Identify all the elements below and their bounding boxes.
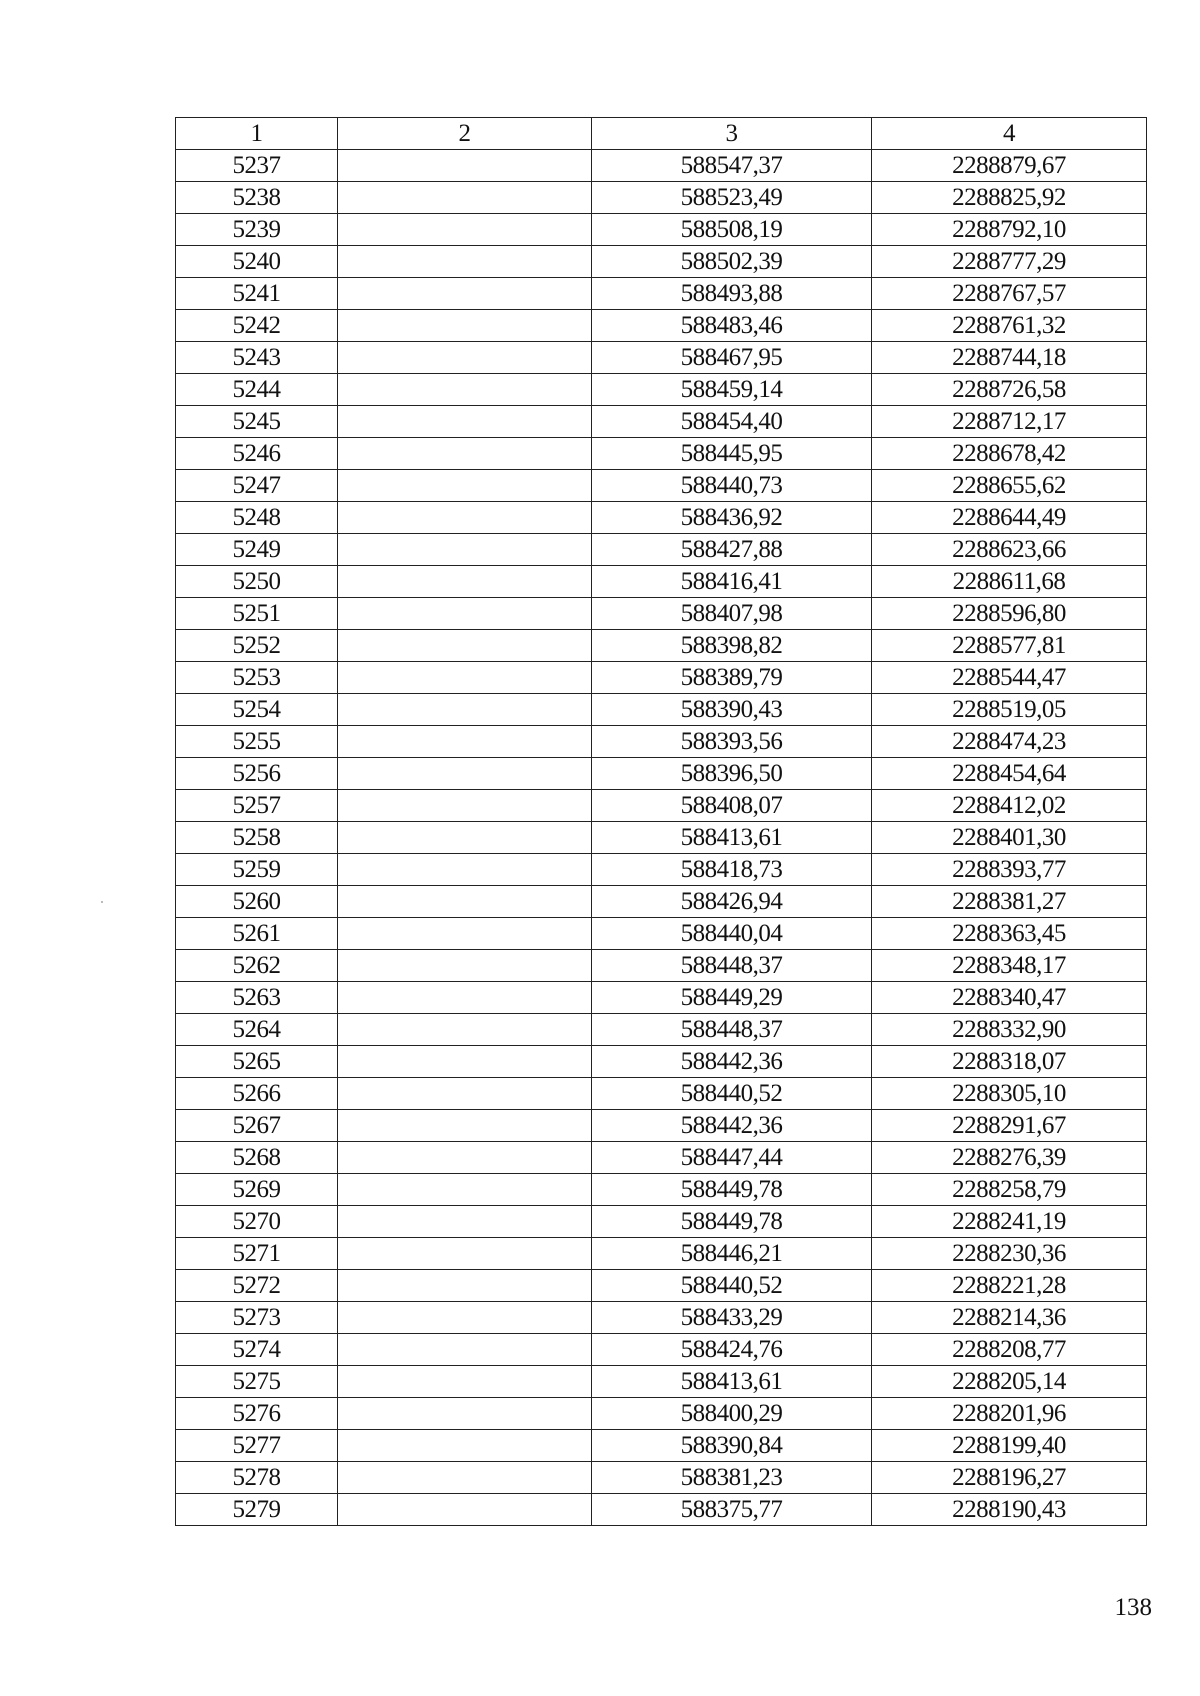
x-coordinate-cell: 588433,29 — [592, 1302, 872, 1334]
table-row — [176, 1494, 1147, 1526]
x-coordinate-cell: 588389,79 — [592, 662, 872, 694]
x-coordinate-cell: 588440,73 — [592, 470, 872, 502]
table-row — [176, 1206, 1147, 1238]
y-coordinate-cell: 2288208,77 — [872, 1334, 1147, 1366]
y-coordinate-cell: 2288214,36 — [872, 1302, 1147, 1334]
table-header — [176, 118, 1147, 150]
y-coordinate-cell: 2288381,27 — [872, 886, 1147, 918]
y-coordinate-cell: 2288678,42 — [872, 438, 1147, 470]
table-row — [176, 214, 1147, 246]
y-coordinate-cell: 2288792,10 — [872, 214, 1147, 246]
table-row — [176, 406, 1147, 438]
x-coordinate-cell: 588446,21 — [592, 1238, 872, 1270]
point-number-cell: 5268 — [176, 1142, 338, 1174]
y-coordinate-cell: 2288412,02 — [872, 790, 1147, 822]
x-coordinate-cell: 588447,44 — [592, 1142, 872, 1174]
x-coordinate-cell: 588418,73 — [592, 854, 872, 886]
column-2-cell — [338, 1398, 592, 1430]
point-number-cell: 5257 — [176, 790, 338, 822]
page-number: 138 — [1114, 1594, 1152, 1621]
point-number-cell: 5247 — [176, 470, 338, 502]
table-row — [176, 918, 1147, 950]
x-coordinate-cell: 588407,98 — [592, 598, 872, 630]
y-coordinate-cell: 2288305,10 — [872, 1078, 1147, 1110]
point-number-cell: 5274 — [176, 1334, 338, 1366]
column-2-cell — [338, 1046, 592, 1078]
x-coordinate-cell: 588390,84 — [592, 1430, 872, 1462]
y-coordinate-cell: 2288199,40 — [872, 1430, 1147, 1462]
table-row — [176, 1174, 1147, 1206]
y-coordinate-cell: 2288623,66 — [872, 534, 1147, 566]
x-coordinate-cell: 588381,23 — [592, 1462, 872, 1494]
table-row — [176, 1110, 1147, 1142]
column-2-cell — [338, 150, 592, 182]
column-2-cell — [338, 694, 592, 726]
y-coordinate-cell: 2288655,62 — [872, 470, 1147, 502]
table-row — [176, 246, 1147, 278]
point-number-cell: 5237 — [176, 150, 338, 182]
y-coordinate-cell: 2288726,58 — [872, 374, 1147, 406]
y-coordinate-cell: 2288761,32 — [872, 310, 1147, 342]
y-coordinate-cell: 2288241,19 — [872, 1206, 1147, 1238]
column-2-cell — [338, 278, 592, 310]
column-2-cell — [338, 918, 592, 950]
point-number-cell: 5270 — [176, 1206, 338, 1238]
table-row — [176, 1046, 1147, 1078]
table-row — [176, 310, 1147, 342]
column-header-2: 2 — [338, 118, 592, 150]
table-row — [176, 1270, 1147, 1302]
point-number-cell: 5278 — [176, 1462, 338, 1494]
column-header-1: 1 — [176, 118, 338, 150]
column-2-cell — [338, 374, 592, 406]
table-row — [176, 598, 1147, 630]
column-2-cell — [338, 566, 592, 598]
x-coordinate-cell: 588502,39 — [592, 246, 872, 278]
point-number-cell: 5246 — [176, 438, 338, 470]
table-row — [176, 854, 1147, 886]
table-row — [176, 1366, 1147, 1398]
point-number-cell: 5263 — [176, 982, 338, 1014]
y-coordinate-cell: 2288454,64 — [872, 758, 1147, 790]
y-coordinate-cell: 2288401,30 — [872, 822, 1147, 854]
column-2-cell — [338, 1206, 592, 1238]
y-coordinate-cell: 2288577,81 — [872, 630, 1147, 662]
point-number-cell: 5254 — [176, 694, 338, 726]
table-row — [176, 1398, 1147, 1430]
column-2-cell — [338, 790, 592, 822]
y-coordinate-cell: 2288596,80 — [872, 598, 1147, 630]
y-coordinate-cell: 2288363,45 — [872, 918, 1147, 950]
y-coordinate-cell: 2288276,39 — [872, 1142, 1147, 1174]
point-number-cell: 5276 — [176, 1398, 338, 1430]
point-number-cell: 5272 — [176, 1270, 338, 1302]
point-number-cell: 5262 — [176, 950, 338, 982]
point-number-cell: 5256 — [176, 758, 338, 790]
y-coordinate-cell: 2288644,49 — [872, 502, 1147, 534]
column-2-cell — [338, 1238, 592, 1270]
point-number-cell: 5252 — [176, 630, 338, 662]
column-2-cell — [338, 342, 592, 374]
column-2-cell — [338, 822, 592, 854]
table-row — [176, 662, 1147, 694]
x-coordinate-cell: 588454,40 — [592, 406, 872, 438]
y-coordinate-cell: 2288474,23 — [872, 726, 1147, 758]
table-row — [176, 534, 1147, 566]
column-2-cell — [338, 1494, 592, 1526]
y-coordinate-cell: 2288393,77 — [872, 854, 1147, 886]
y-coordinate-cell: 2288777,29 — [872, 246, 1147, 278]
point-number-cell: 5261 — [176, 918, 338, 950]
x-coordinate-cell: 588413,61 — [592, 822, 872, 854]
point-number-cell: 5259 — [176, 854, 338, 886]
point-number-cell: 5251 — [176, 598, 338, 630]
x-coordinate-cell: 588508,19 — [592, 214, 872, 246]
x-coordinate-cell: 588413,61 — [592, 1366, 872, 1398]
column-2-cell — [338, 630, 592, 662]
point-number-cell: 5241 — [176, 278, 338, 310]
column-2-cell — [338, 1366, 592, 1398]
scan-speck — [101, 901, 103, 903]
column-2-cell — [338, 310, 592, 342]
column-2-cell — [338, 470, 592, 502]
table-row — [176, 1238, 1147, 1270]
x-coordinate-cell: 588398,82 — [592, 630, 872, 662]
x-coordinate-cell: 588440,52 — [592, 1078, 872, 1110]
column-2-cell — [338, 726, 592, 758]
x-coordinate-cell: 588427,88 — [592, 534, 872, 566]
point-number-cell: 5244 — [176, 374, 338, 406]
point-number-cell: 5275 — [176, 1366, 338, 1398]
point-number-cell: 5273 — [176, 1302, 338, 1334]
point-number-cell: 5264 — [176, 1014, 338, 1046]
table-row — [176, 950, 1147, 982]
x-coordinate-cell: 588393,56 — [592, 726, 872, 758]
table-row — [176, 790, 1147, 822]
column-2-cell — [338, 598, 592, 630]
column-2-cell — [338, 1014, 592, 1046]
column-2-cell — [338, 1110, 592, 1142]
y-coordinate-cell: 2288348,17 — [872, 950, 1147, 982]
x-coordinate-cell: 588523,49 — [592, 182, 872, 214]
y-coordinate-cell: 2288258,79 — [872, 1174, 1147, 1206]
y-coordinate-cell: 2288318,07 — [872, 1046, 1147, 1078]
column-2-cell — [338, 534, 592, 566]
table-row — [176, 1462, 1147, 1494]
y-coordinate-cell: 2288201,96 — [872, 1398, 1147, 1430]
column-2-cell — [338, 662, 592, 694]
table-row — [176, 470, 1147, 502]
table-row — [176, 1302, 1147, 1334]
column-2-cell — [338, 406, 592, 438]
column-2-cell — [338, 246, 592, 278]
column-2-cell — [338, 982, 592, 1014]
table-row — [176, 1142, 1147, 1174]
x-coordinate-cell: 588442,36 — [592, 1110, 872, 1142]
column-header-4: 4 — [872, 118, 1147, 150]
y-coordinate-cell: 2288611,68 — [872, 566, 1147, 598]
point-number-cell: 5240 — [176, 246, 338, 278]
x-coordinate-cell: 588442,36 — [592, 1046, 872, 1078]
point-number-cell: 5250 — [176, 566, 338, 598]
table-row — [176, 1078, 1147, 1110]
x-coordinate-cell: 588448,37 — [592, 1014, 872, 1046]
column-2-cell — [338, 1462, 592, 1494]
point-number-cell: 5277 — [176, 1430, 338, 1462]
table-row — [176, 374, 1147, 406]
table-row — [176, 278, 1147, 310]
y-coordinate-cell: 2288519,05 — [872, 694, 1147, 726]
point-number-cell: 5269 — [176, 1174, 338, 1206]
point-number-cell: 5248 — [176, 502, 338, 534]
column-2-cell — [338, 1174, 592, 1206]
table-row — [176, 982, 1147, 1014]
y-coordinate-cell: 2288340,47 — [872, 982, 1147, 1014]
table-row — [176, 630, 1147, 662]
table-row — [176, 566, 1147, 598]
x-coordinate-cell: 588440,04 — [592, 918, 872, 950]
x-coordinate-cell: 588375,77 — [592, 1494, 872, 1526]
point-number-cell: 5271 — [176, 1238, 338, 1270]
x-coordinate-cell: 588416,41 — [592, 566, 872, 598]
table-row — [176, 182, 1147, 214]
y-coordinate-cell: 2288230,36 — [872, 1238, 1147, 1270]
x-coordinate-cell: 588396,50 — [592, 758, 872, 790]
table-row — [176, 694, 1147, 726]
column-2-cell — [338, 1078, 592, 1110]
x-coordinate-cell: 588408,07 — [592, 790, 872, 822]
y-coordinate-cell: 2288196,27 — [872, 1462, 1147, 1494]
point-number-cell: 5245 — [176, 406, 338, 438]
x-coordinate-cell: 588547,37 — [592, 150, 872, 182]
x-coordinate-cell: 588436,92 — [592, 502, 872, 534]
point-number-cell: 5253 — [176, 662, 338, 694]
point-number-cell: 5258 — [176, 822, 338, 854]
column-header-3: 3 — [592, 118, 872, 150]
x-coordinate-cell: 588483,46 — [592, 310, 872, 342]
column-2-cell — [338, 1302, 592, 1334]
x-coordinate-cell: 588400,29 — [592, 1398, 872, 1430]
column-2-cell — [338, 1142, 592, 1174]
x-coordinate-cell: 588448,37 — [592, 950, 872, 982]
table-row — [176, 1014, 1147, 1046]
point-number-cell: 5239 — [176, 214, 338, 246]
x-coordinate-cell: 588449,78 — [592, 1174, 872, 1206]
y-coordinate-cell: 2288767,57 — [872, 278, 1147, 310]
table-row — [176, 150, 1147, 182]
coordinates-table — [175, 117, 1147, 1526]
x-coordinate-cell: 588449,29 — [592, 982, 872, 1014]
table-body — [176, 150, 1147, 1526]
table-row — [176, 502, 1147, 534]
table-row — [176, 886, 1147, 918]
column-2-cell — [338, 182, 592, 214]
y-coordinate-cell: 2288744,18 — [872, 342, 1147, 374]
column-2-cell — [338, 854, 592, 886]
column-2-cell — [338, 950, 592, 982]
point-number-cell: 5279 — [176, 1494, 338, 1526]
y-coordinate-cell: 2288291,67 — [872, 1110, 1147, 1142]
y-coordinate-cell: 2288879,67 — [872, 150, 1147, 182]
x-coordinate-cell: 588440,52 — [592, 1270, 872, 1302]
y-coordinate-cell: 2288190,43 — [872, 1494, 1147, 1526]
table-row — [176, 1430, 1147, 1462]
point-number-cell: 5243 — [176, 342, 338, 374]
point-number-cell: 5267 — [176, 1110, 338, 1142]
point-number-cell: 5255 — [176, 726, 338, 758]
column-2-cell — [338, 1270, 592, 1302]
x-coordinate-cell: 588445,95 — [592, 438, 872, 470]
column-2-cell — [338, 886, 592, 918]
column-2-cell — [338, 1334, 592, 1366]
column-2-cell — [338, 214, 592, 246]
point-number-cell: 5260 — [176, 886, 338, 918]
x-coordinate-cell: 588467,95 — [592, 342, 872, 374]
point-number-cell: 5242 — [176, 310, 338, 342]
header-row — [176, 118, 1147, 150]
table-row — [176, 342, 1147, 374]
table-row — [176, 438, 1147, 470]
y-coordinate-cell: 2288825,92 — [872, 182, 1147, 214]
y-coordinate-cell: 2288205,14 — [872, 1366, 1147, 1398]
table-row — [176, 822, 1147, 854]
x-coordinate-cell: 588426,94 — [592, 886, 872, 918]
y-coordinate-cell: 2288221,28 — [872, 1270, 1147, 1302]
point-number-cell: 5249 — [176, 534, 338, 566]
point-number-cell: 5266 — [176, 1078, 338, 1110]
table-row — [176, 758, 1147, 790]
column-2-cell — [338, 502, 592, 534]
x-coordinate-cell: 588390,43 — [592, 694, 872, 726]
x-coordinate-cell: 588459,14 — [592, 374, 872, 406]
column-2-cell — [338, 758, 592, 790]
table-row — [176, 1334, 1147, 1366]
column-2-cell — [338, 1430, 592, 1462]
column-2-cell — [338, 438, 592, 470]
x-coordinate-cell: 588449,78 — [592, 1206, 872, 1238]
x-coordinate-cell: 588493,88 — [592, 278, 872, 310]
point-number-cell: 5238 — [176, 182, 338, 214]
x-coordinate-cell: 588424,76 — [592, 1334, 872, 1366]
point-number-cell: 5265 — [176, 1046, 338, 1078]
y-coordinate-cell: 2288332,90 — [872, 1014, 1147, 1046]
table-row — [176, 726, 1147, 758]
y-coordinate-cell: 2288712,17 — [872, 406, 1147, 438]
y-coordinate-cell: 2288544,47 — [872, 662, 1147, 694]
